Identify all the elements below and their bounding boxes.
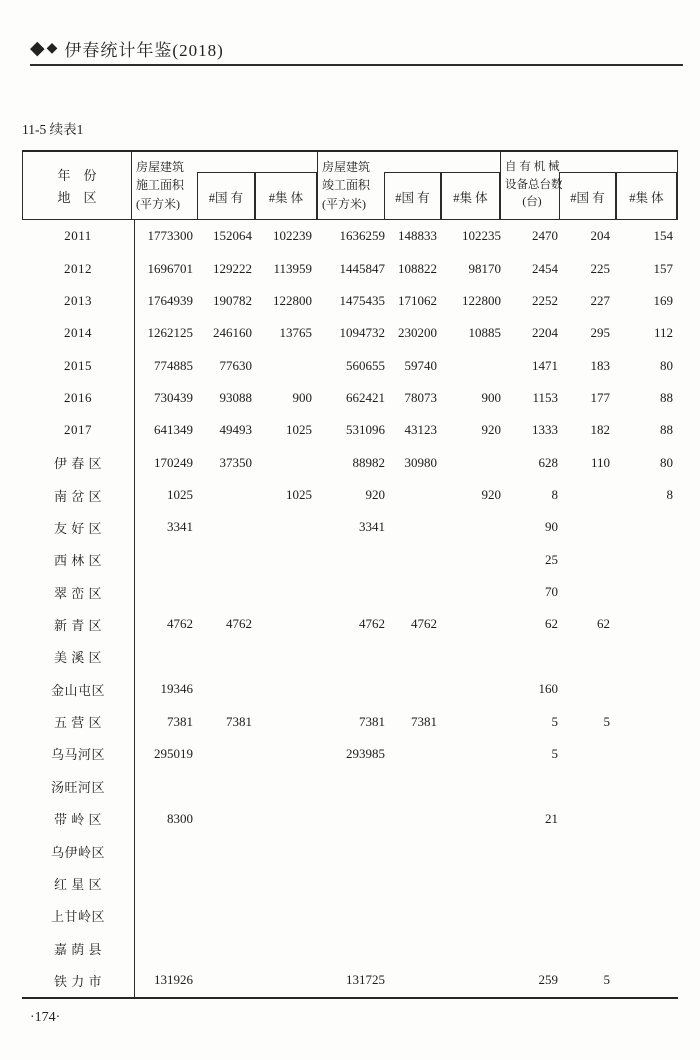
data-cell <box>320 770 386 802</box>
row-label: 上甘岭区 <box>22 900 135 932</box>
data-cell: 1445847 <box>339 260 385 276</box>
group-label-line: (平方米) <box>322 196 366 211</box>
data-cell <box>200 641 258 673</box>
data-cell: 37350 <box>219 454 252 470</box>
data-cell: 62 <box>597 616 610 632</box>
data-cell <box>135 641 200 673</box>
data-cell <box>200 673 258 705</box>
group-label <box>132 152 197 219</box>
row-label: 铁 力 市 <box>22 964 135 996</box>
data-cell <box>617 576 678 608</box>
diamond-icon: ◆ <box>46 40 59 56</box>
data-cell: 1636259 <box>339 228 385 244</box>
data-cell: 230200 <box>398 325 437 341</box>
data-cell <box>386 867 443 899</box>
data-cell: 5 <box>603 972 610 988</box>
group-label-line: 竣工面积 <box>322 178 371 193</box>
data-cell <box>386 673 443 705</box>
data-cell: 1764939 <box>147 292 193 308</box>
table-row <box>22 900 678 932</box>
data-cell: 8300 <box>167 810 193 826</box>
data-cell <box>560 835 617 867</box>
data-cell <box>617 608 678 640</box>
data-cell <box>560 770 617 802</box>
data-cell: 148833 <box>398 228 437 244</box>
data-cell <box>617 964 678 996</box>
data-cell: 129222 <box>213 260 252 276</box>
data-cell: 102235 <box>462 228 501 244</box>
data-cell: 920 <box>481 487 501 503</box>
data-cell: 169 <box>653 292 673 308</box>
data-cell: 157 <box>653 260 673 276</box>
data-cell: 2470 <box>532 228 558 244</box>
data-cell <box>320 673 386 705</box>
data-cell: 102239 <box>273 228 312 244</box>
data-cell <box>200 835 258 867</box>
data-cell <box>617 705 678 737</box>
table-row <box>22 608 678 640</box>
data-cell <box>200 511 258 543</box>
data-cell: 177 <box>590 389 610 405</box>
data-cell: 1153 <box>532 389 558 405</box>
row-label: 2014 <box>22 317 135 349</box>
data-cell <box>502 641 560 673</box>
group-label-line: 设备总台数 <box>505 178 563 191</box>
data-cell: 170249 <box>154 454 193 470</box>
group-label <box>501 152 563 219</box>
data-cell: 2252 <box>532 292 558 308</box>
table-row <box>22 220 678 252</box>
data-cell <box>443 608 502 640</box>
table-row <box>22 932 678 964</box>
data-cell <box>258 705 320 737</box>
data-cell: 4762 <box>411 616 437 632</box>
header-group-construction-area <box>132 152 317 219</box>
data-cell <box>386 641 443 673</box>
data-cell <box>443 641 502 673</box>
data-cell: 900 <box>481 389 501 405</box>
data-cell <box>617 673 678 705</box>
table-row <box>22 382 678 414</box>
data-cell <box>258 576 320 608</box>
data-cell <box>258 900 320 932</box>
data-cell <box>135 867 200 899</box>
data-cell <box>560 932 617 964</box>
data-cell: 7381 <box>411 713 437 729</box>
row-label: 友 好 区 <box>22 511 135 543</box>
group-label-line: 房屋建筑 <box>322 159 371 174</box>
row-label: 五 营 区 <box>22 705 135 737</box>
data-cell <box>258 511 320 543</box>
row-label: 2016 <box>22 382 135 414</box>
data-cell: 560655 <box>346 357 385 373</box>
row-label: 2017 <box>22 414 135 446</box>
data-cell <box>443 544 502 576</box>
row-label: 2013 <box>22 285 135 317</box>
data-cell: 88 <box>660 389 673 405</box>
data-cell <box>502 770 560 802</box>
header-group-completed-area <box>317 152 500 219</box>
data-cell: 80 <box>660 357 673 373</box>
corner-line2: 地 区 <box>57 190 97 205</box>
data-cell: 1696701 <box>147 260 193 276</box>
data-cell <box>443 900 502 932</box>
row-label: 2015 <box>22 349 135 381</box>
data-cell: 293985 <box>346 745 385 761</box>
data-cell <box>386 544 443 576</box>
table-row <box>22 285 678 317</box>
data-cell <box>560 867 617 899</box>
row-label: 嘉 荫 县 <box>22 932 135 964</box>
corner-line1: 年 份 <box>57 168 97 183</box>
data-cell: 78073 <box>404 389 437 405</box>
data-cell <box>617 770 678 802</box>
data-cell <box>258 964 320 996</box>
data-cell <box>320 932 386 964</box>
data-cell: 122800 <box>462 292 501 308</box>
data-cell: 5 <box>551 713 558 729</box>
data-cell: 98170 <box>468 260 501 276</box>
table-row <box>22 511 678 543</box>
data-cell <box>560 479 617 511</box>
data-cell: 93088 <box>219 389 252 405</box>
data-cell <box>320 576 386 608</box>
data-cell: 77630 <box>219 357 252 373</box>
data-cell <box>200 932 258 964</box>
data-cell: 190782 <box>213 292 252 308</box>
table-caption: 11-5 续表1 <box>22 122 84 137</box>
row-label: 新 青 区 <box>22 608 135 640</box>
data-cell: 8 <box>551 487 558 503</box>
diamond-icon: ◆ <box>30 38 46 59</box>
data-cell: 1773300 <box>147 228 193 244</box>
data-cell <box>135 576 200 608</box>
page-number: ·174· <box>30 1010 61 1025</box>
data-cell <box>320 835 386 867</box>
statistics-table <box>22 150 678 999</box>
data-cell: 2204 <box>532 325 558 341</box>
row-label: 乌马河区 <box>22 738 135 770</box>
data-cell: 295019 <box>154 745 193 761</box>
group-label-line: (平方米) <box>136 196 180 211</box>
row-label: 伊 春 区 <box>22 447 135 479</box>
data-cell <box>560 738 617 770</box>
table-row <box>22 252 678 284</box>
data-cell: 13765 <box>279 325 312 341</box>
data-cell <box>135 835 200 867</box>
group-label-line: 房屋建筑 <box>136 159 185 174</box>
data-cell <box>617 835 678 867</box>
data-cell: 112 <box>653 325 673 341</box>
data-cell <box>443 511 502 543</box>
page-header-brand <box>30 36 224 61</box>
data-cell <box>443 802 502 834</box>
table-header <box>22 152 678 220</box>
table-row <box>22 835 678 867</box>
data-cell <box>200 802 258 834</box>
data-cell: 21 <box>545 810 558 826</box>
data-cell <box>443 770 502 802</box>
data-cell <box>617 738 678 770</box>
data-cell <box>258 835 320 867</box>
data-cell <box>320 900 386 932</box>
brand-title: 伊春统计年鉴(2018) <box>64 41 224 60</box>
data-cell: 1025 <box>167 487 193 503</box>
table-row <box>22 641 678 673</box>
data-cell: 88 <box>660 422 673 438</box>
data-cell <box>200 900 258 932</box>
group-label-line: 自 有 机 械 <box>505 160 560 173</box>
data-cell: 1475435 <box>339 292 385 308</box>
data-cell <box>320 867 386 899</box>
data-cell <box>200 964 258 996</box>
data-cell <box>258 867 320 899</box>
data-cell: 183 <box>590 357 610 373</box>
table-row <box>22 576 678 608</box>
row-label: 汤旺河区 <box>22 770 135 802</box>
data-cell: 25 <box>545 551 558 567</box>
row-label: 2011 <box>22 220 135 252</box>
data-cell <box>258 770 320 802</box>
table-row <box>22 738 678 770</box>
data-cell: 152064 <box>213 228 252 244</box>
data-cell <box>386 511 443 543</box>
data-cell <box>200 544 258 576</box>
data-cell: 295 <box>590 325 610 341</box>
data-cell <box>443 835 502 867</box>
data-cell: 1262125 <box>147 325 193 341</box>
data-cell: 259 <box>538 972 558 988</box>
subheader-collective: #集 体 <box>616 172 677 220</box>
data-cell <box>258 608 320 640</box>
data-cell: 225 <box>590 260 610 276</box>
data-cell <box>258 349 320 381</box>
data-cell <box>443 349 502 381</box>
data-cell <box>135 544 200 576</box>
data-cell: 30980 <box>404 454 437 470</box>
row-label: 翠 峦 区 <box>22 576 135 608</box>
header-group-machinery <box>500 152 677 219</box>
data-cell <box>560 511 617 543</box>
data-cell <box>386 479 443 511</box>
data-cell: 70 <box>545 584 558 600</box>
data-cell: 1471 <box>532 357 558 373</box>
data-cell <box>258 738 320 770</box>
data-cell <box>135 932 200 964</box>
data-cell: 4762 <box>359 616 385 632</box>
data-cell: 641349 <box>154 422 193 438</box>
data-cell: 19346 <box>160 681 193 697</box>
row-label: 南 岔 区 <box>22 479 135 511</box>
subheader-collective: #集 体 <box>441 172 500 220</box>
data-cell <box>617 802 678 834</box>
data-cell <box>560 576 617 608</box>
data-cell: 4762 <box>226 616 252 632</box>
data-cell <box>258 641 320 673</box>
data-cell <box>443 447 502 479</box>
data-cell: 49493 <box>219 422 252 438</box>
data-cell: 4762 <box>167 616 193 632</box>
table-row <box>22 349 678 381</box>
data-cell: 920 <box>481 422 501 438</box>
table-row <box>22 673 678 705</box>
table-row <box>22 867 678 899</box>
subheader-state-owned: #国 有 <box>559 172 616 220</box>
data-cell <box>258 802 320 834</box>
table-row <box>22 802 678 834</box>
data-cell: 1333 <box>532 422 558 438</box>
row-label: 西 林 区 <box>22 544 135 576</box>
data-cell <box>386 770 443 802</box>
data-cell: 131926 <box>154 972 193 988</box>
data-cell <box>617 900 678 932</box>
data-cell: 1094732 <box>339 325 385 341</box>
data-cell <box>443 867 502 899</box>
data-cell: 131725 <box>346 972 385 988</box>
data-cell <box>502 932 560 964</box>
data-cell: 88982 <box>352 454 385 470</box>
data-cell: 531096 <box>346 422 385 438</box>
data-cell: 900 <box>292 389 312 405</box>
data-cell <box>386 932 443 964</box>
data-cell <box>135 770 200 802</box>
data-cell: 628 <box>538 454 558 470</box>
row-label: 美 溪 区 <box>22 641 135 673</box>
group-label-line: 施工面积 <box>136 178 185 193</box>
data-cell <box>258 447 320 479</box>
data-cell: 110 <box>590 454 610 470</box>
data-cell: 204 <box>590 228 610 244</box>
data-cell: 730439 <box>154 389 193 405</box>
data-cell <box>386 576 443 608</box>
data-cell: 171062 <box>398 292 437 308</box>
data-cell <box>443 738 502 770</box>
data-cell <box>443 932 502 964</box>
data-cell: 3341 <box>359 519 385 535</box>
subheader-collective: #集 体 <box>255 172 317 220</box>
data-cell: 5 <box>551 745 558 761</box>
group-label <box>318 152 384 219</box>
data-cell: 3341 <box>167 519 193 535</box>
data-cell: 8 <box>666 487 673 503</box>
table-row <box>22 705 678 737</box>
data-cell <box>386 835 443 867</box>
data-cell: 160 <box>538 681 558 697</box>
row-label: 金山屯区 <box>22 673 135 705</box>
data-cell <box>502 867 560 899</box>
data-cell: 2454 <box>532 260 558 276</box>
data-cell <box>200 479 258 511</box>
data-cell: 108822 <box>398 260 437 276</box>
data-cell: 10885 <box>468 325 501 341</box>
data-cell <box>502 835 560 867</box>
data-cell <box>135 900 200 932</box>
data-cell <box>443 673 502 705</box>
data-cell <box>443 576 502 608</box>
data-cell: 80 <box>660 454 673 470</box>
data-cell: 1025 <box>286 422 312 438</box>
data-cell: 774885 <box>154 357 193 373</box>
data-cell <box>386 802 443 834</box>
data-cell <box>200 576 258 608</box>
data-cell <box>386 900 443 932</box>
row-label: 红 星 区 <box>22 867 135 899</box>
table-body <box>22 220 678 997</box>
data-cell <box>320 544 386 576</box>
subheader-state-owned: #国 有 <box>384 172 441 220</box>
data-cell <box>258 932 320 964</box>
data-cell <box>258 544 320 576</box>
data-cell <box>617 867 678 899</box>
data-cell: 662421 <box>346 389 385 405</box>
row-label: 乌伊岭区 <box>22 835 135 867</box>
data-cell <box>560 641 617 673</box>
corner-header-cell <box>23 152 132 219</box>
data-cell <box>443 964 502 996</box>
data-cell: 113959 <box>273 260 312 276</box>
data-cell <box>617 511 678 543</box>
data-cell <box>258 673 320 705</box>
data-cell: 7381 <box>167 713 193 729</box>
table-row <box>22 447 678 479</box>
data-cell: 246160 <box>213 325 252 341</box>
data-cell: 90 <box>545 519 558 535</box>
data-cell <box>560 802 617 834</box>
data-cell <box>320 802 386 834</box>
table-row <box>22 479 678 511</box>
data-cell: 7381 <box>226 713 252 729</box>
data-cell <box>200 770 258 802</box>
group-label-line: (台) <box>522 196 542 209</box>
row-label: 带 岭 区 <box>22 802 135 834</box>
data-cell <box>617 932 678 964</box>
data-cell <box>320 641 386 673</box>
data-cell <box>560 544 617 576</box>
data-cell: 43123 <box>404 422 437 438</box>
table-row <box>22 317 678 349</box>
data-cell: 62 <box>545 616 558 632</box>
data-cell: 5 <box>603 713 610 729</box>
data-cell <box>200 738 258 770</box>
data-cell <box>502 900 560 932</box>
data-cell: 920 <box>365 487 385 503</box>
table-row <box>22 964 678 996</box>
data-cell: 227 <box>590 292 610 308</box>
row-label: 2012 <box>22 252 135 284</box>
data-cell: 59740 <box>404 357 437 373</box>
data-cell <box>560 673 617 705</box>
header-divider <box>30 64 683 66</box>
subheader-state-owned: #国 有 <box>197 172 255 220</box>
data-cell <box>617 544 678 576</box>
data-cell: 7381 <box>359 713 385 729</box>
data-cell <box>560 900 617 932</box>
data-cell: 182 <box>590 422 610 438</box>
data-cell <box>617 641 678 673</box>
data-cell: 154 <box>653 228 673 244</box>
table-row <box>22 544 678 576</box>
data-cell <box>386 964 443 996</box>
data-cell <box>443 705 502 737</box>
data-cell <box>200 867 258 899</box>
data-cell <box>386 738 443 770</box>
table-row <box>22 770 678 802</box>
table-row <box>22 414 678 446</box>
data-cell: 1025 <box>286 487 312 503</box>
data-cell: 122800 <box>273 292 312 308</box>
